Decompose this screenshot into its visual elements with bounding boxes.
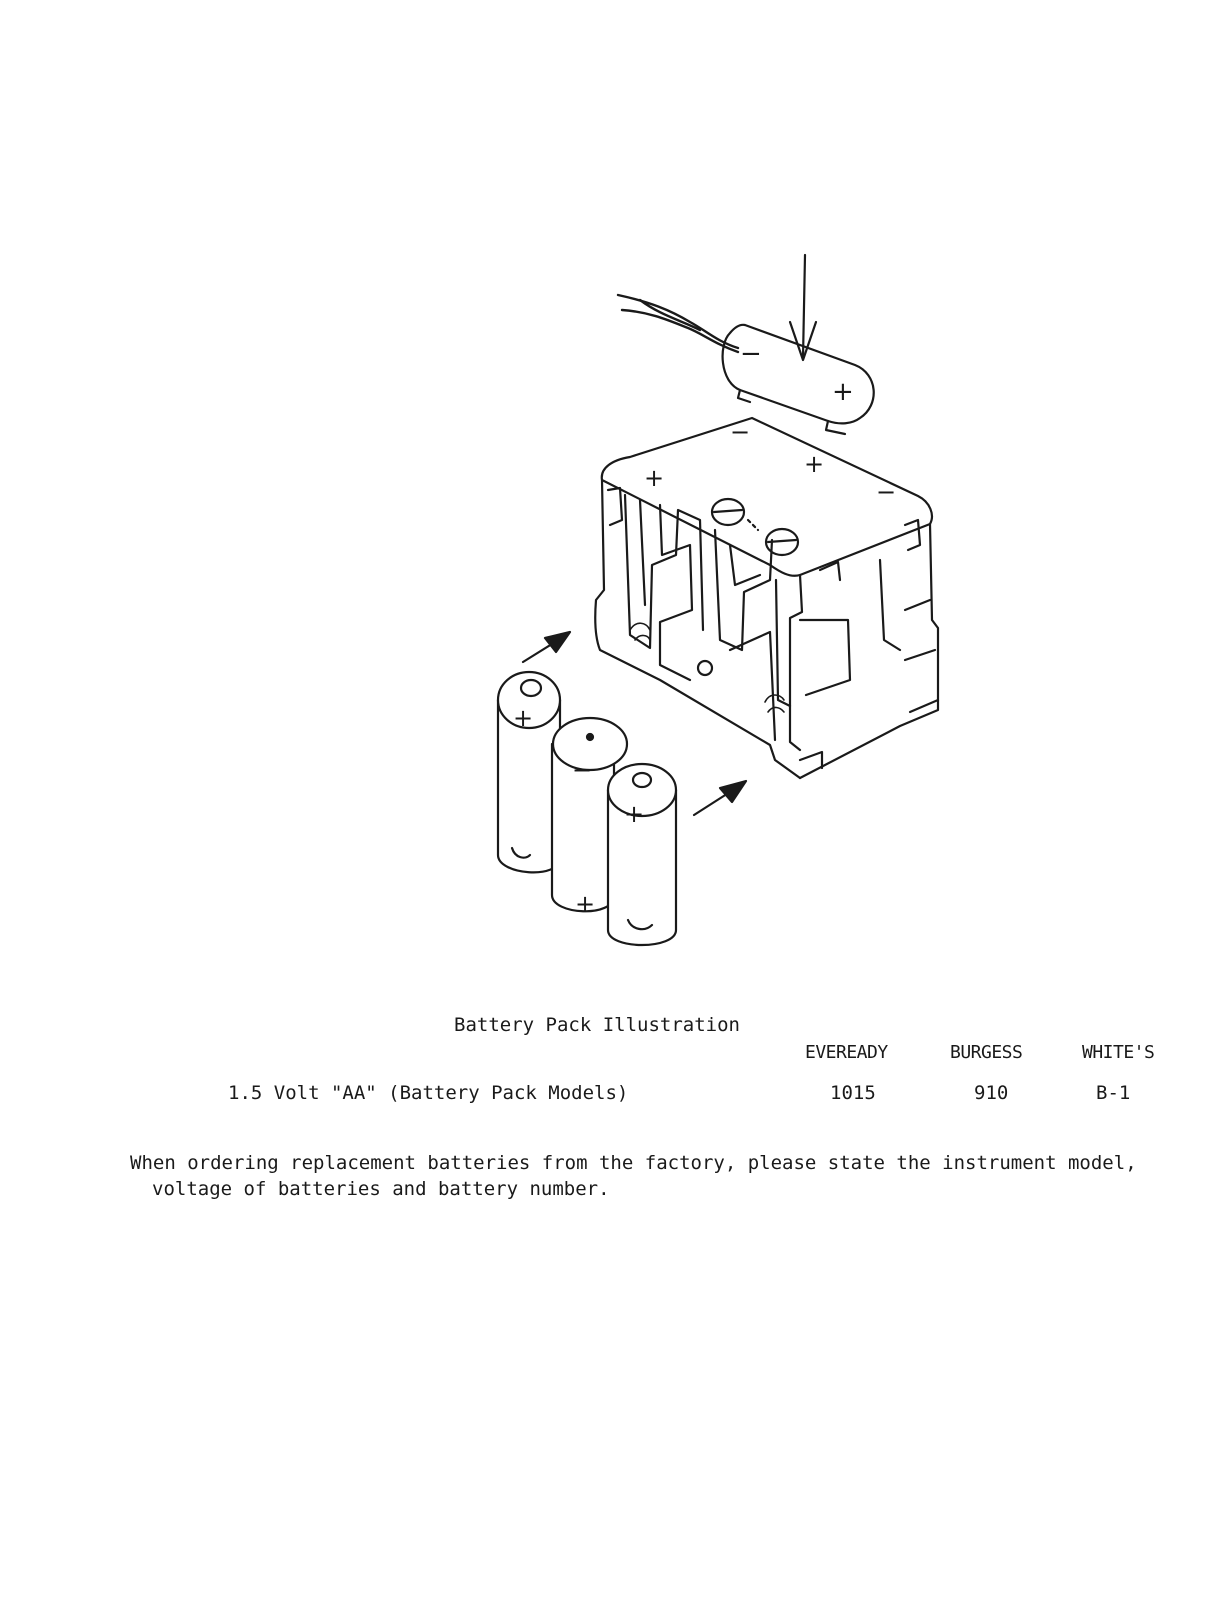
lead-wires (618, 295, 738, 352)
eveready-number: 1015 (830, 1082, 876, 1104)
cell-middle-plus: + (575, 890, 596, 918)
burgess-number: 910 (974, 1082, 1009, 1104)
holder-plus-mark-2: + (804, 450, 825, 478)
battery-holder (595, 418, 938, 778)
ordering-note (130, 1150, 1210, 1202)
cell-middle-minus: − (572, 756, 593, 784)
holder-plus-mark-1: + (644, 464, 665, 492)
cap-plus-mark: + (832, 377, 854, 407)
insert-cells-arrow-left (523, 632, 570, 662)
battery-row-label: 1.5 Volt "AA" (Battery Pack Models) (228, 1082, 629, 1104)
whites-number: B-1 (1096, 1082, 1131, 1104)
aa-cell-right (608, 764, 676, 945)
figure-caption: Battery Pack Illustration (454, 1014, 740, 1036)
ordering-note-line-2: voltage of batteries and battery number. (152, 1178, 610, 1200)
cell-left-plus: + (513, 704, 534, 732)
holder-minus-mark-1: − (730, 418, 751, 446)
insert-cells-arrow-right (694, 781, 746, 815)
holder-minus-mark-2: − (876, 478, 897, 506)
cap-minus-mark: − (740, 339, 762, 369)
insert-cap-arrow (790, 255, 816, 360)
column-header-whites: WHITE'S (1082, 1042, 1155, 1063)
column-header-burgess: BURGESS (950, 1042, 1023, 1063)
ordering-note-line-1: When ordering replacement batteries from the factory, please state the instrument model, (130, 1152, 1137, 1174)
aa-cell-left (498, 672, 560, 872)
column-header-eveready: EVEREADY (805, 1042, 888, 1063)
cell-right-plus: + (624, 800, 645, 828)
